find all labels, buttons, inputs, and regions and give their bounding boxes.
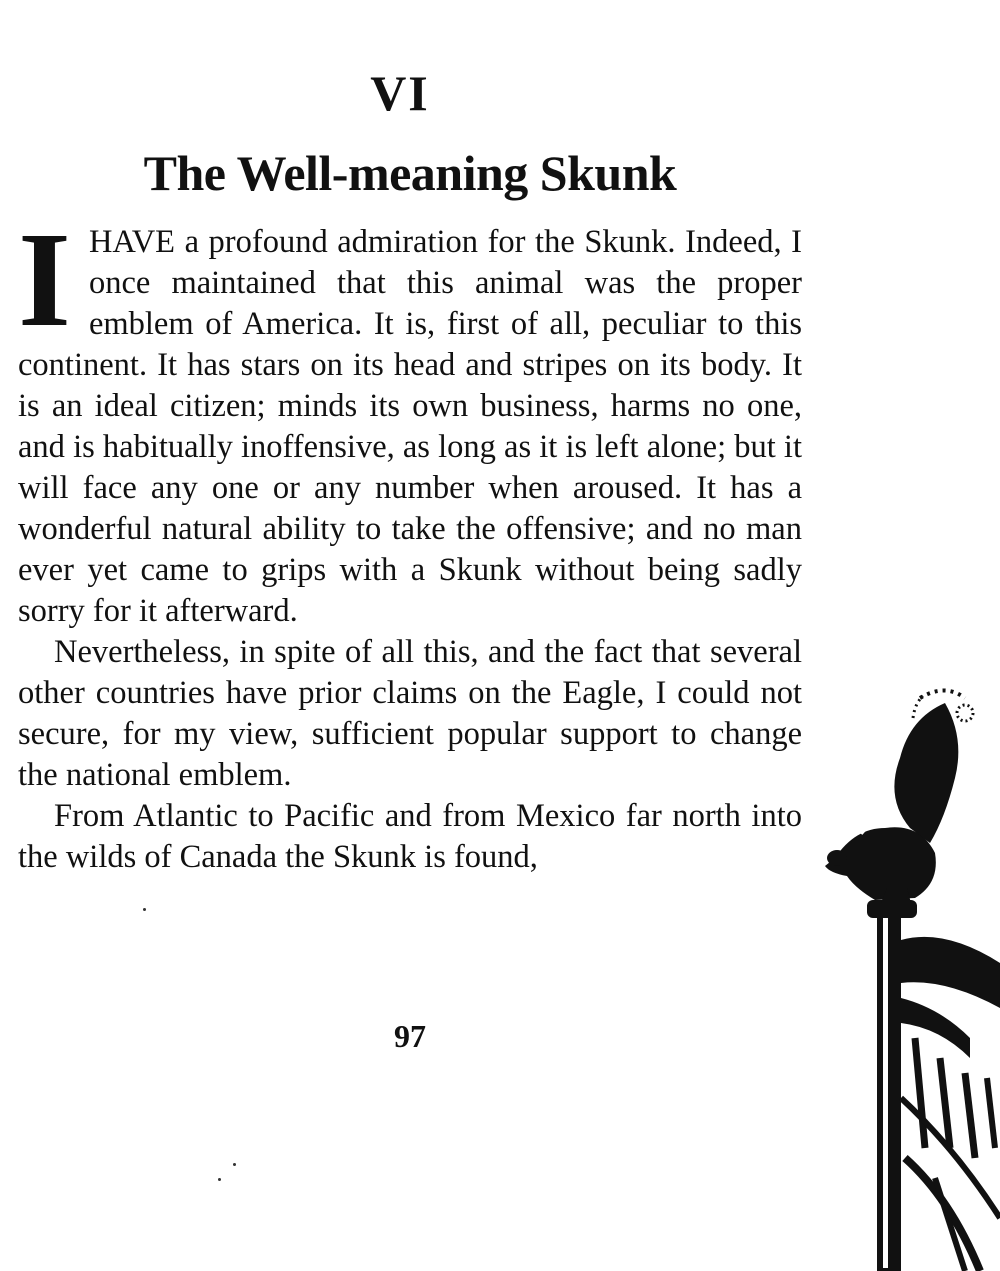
speck — [233, 1163, 236, 1166]
paragraph-2: Nevertheless, in spite of all this, and the fact that several other countries have prior claims on the Eagle, I could not secure, for my view, sufficient popular support to change the national emblem. — [18, 634, 802, 793]
speck — [143, 908, 146, 911]
chapter-number: VI — [370, 65, 430, 121]
page-number: 97 — [394, 1018, 426, 1054]
drop-cap: I — [18, 205, 71, 355]
paragraph-3: From Atlantic to Pacific and from Mexico far north into the wilds of Canada the Skunk is found, — [18, 798, 802, 875]
chapter-title: The Well-meaning Skunk — [143, 145, 677, 201]
skunk-illustration — [815, 678, 1000, 1271]
paragraph-1 — [18, 205, 802, 632]
body-text — [18, 205, 802, 878]
paragraph-1-text: HAVE a profound admiration for the Skunk. Indeed, I once maintained that this animal was the proper emblem of America. It is, first of all, peculiar to this continent. It has stars on its head and stripes on its body. It is an ideal citizen; minds its own business, harms no one, and is habitually inoffensive, as long as it is left alone; but it will face any one or any number when aroused. It has a wonderful natural ability to take the offensive; and no man ever yet came to grips with a Skunk without being sadly sorry for it afterward. — [18, 224, 802, 629]
speck — [218, 1178, 221, 1181]
